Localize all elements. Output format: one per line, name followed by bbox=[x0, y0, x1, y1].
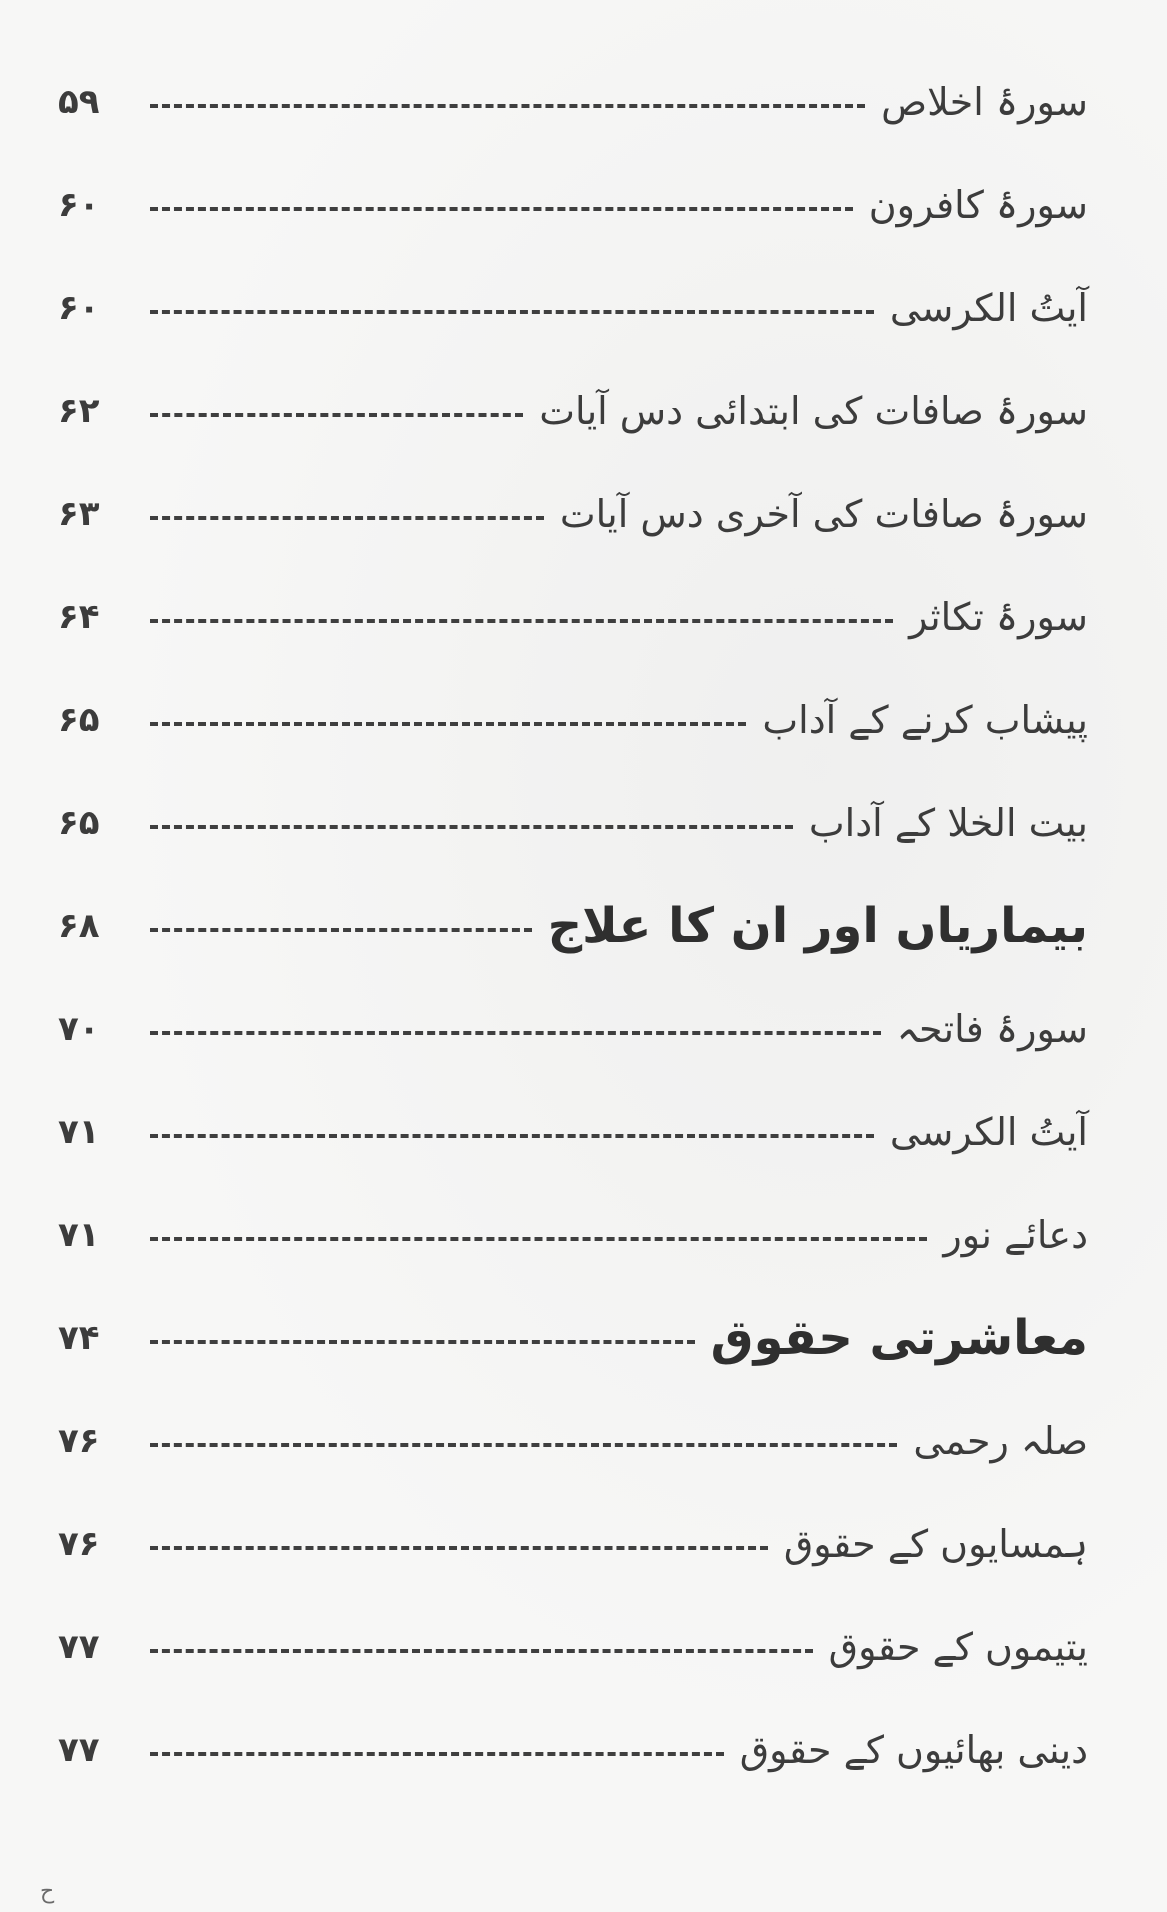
toc-entry-title: یتیموں کے حقوق bbox=[828, 1625, 1088, 1669]
toc-entry-title: ہمسایوں کے حقوق bbox=[783, 1522, 1088, 1566]
dotted-leader bbox=[150, 1546, 768, 1550]
toc-entry-title: سورۂ فاتحہ bbox=[896, 1007, 1088, 1051]
toc-entry-title: دینی بھائیوں کے حقوق bbox=[739, 1728, 1088, 1772]
toc-entry-title: سورۂ کافرون bbox=[868, 183, 1088, 227]
toc-entry-title: سورۂ تکاثر bbox=[909, 595, 1088, 639]
dotted-leader bbox=[150, 722, 746, 726]
toc-entry-title: سورۂ صافات کی آخری دس آیات bbox=[559, 492, 1088, 536]
dotted-leader bbox=[150, 1031, 881, 1035]
toc-entry bbox=[58, 1406, 1088, 1476]
toc-entry bbox=[58, 994, 1088, 1064]
toc-entry-title: بیت الخلا کے آداب bbox=[808, 801, 1088, 845]
dotted-leader bbox=[150, 413, 523, 417]
toc-entry-page-number: ۶۸ bbox=[58, 906, 100, 946]
toc-entry-page-number: ۶۲ bbox=[58, 391, 100, 431]
toc-section-heading bbox=[58, 1303, 1088, 1373]
toc-section-title: بیماریاں اور ان کا علاج bbox=[547, 898, 1088, 954]
dotted-leader bbox=[150, 928, 532, 932]
dotted-leader bbox=[150, 1649, 813, 1653]
toc-entry bbox=[58, 1612, 1088, 1682]
toc-entry bbox=[58, 273, 1088, 343]
toc-entry-page-number: ۷۶ bbox=[58, 1524, 100, 1564]
toc-entry-page-number: ۶۰ bbox=[58, 288, 100, 328]
toc-entry-title: پیشاب کرنے کے آداب bbox=[762, 698, 1088, 742]
toc-entry-page-number: ۶۳ bbox=[58, 494, 100, 534]
toc-entry-title: دعائے نور bbox=[943, 1213, 1088, 1257]
toc-entry-title: سورۂ اخلاص bbox=[881, 80, 1088, 124]
toc-entry-page-number: ۷۱ bbox=[58, 1112, 100, 1152]
toc-entry-title: آیتُ الکرسی bbox=[889, 286, 1088, 330]
toc-entry-page-number: ۶۰ bbox=[58, 185, 100, 225]
toc-entry bbox=[58, 1200, 1088, 1270]
toc-entry-page-number: ۷۱ bbox=[58, 1215, 100, 1255]
toc-section-heading bbox=[58, 891, 1088, 961]
toc-entry-page-number: ۵۹ bbox=[58, 82, 100, 122]
toc-entry-page-number: ۷۶ bbox=[58, 1421, 100, 1461]
toc-entry-page-number: ۶۵ bbox=[58, 700, 100, 740]
toc-entry-page-number: ۶۴ bbox=[58, 597, 100, 637]
dotted-leader bbox=[150, 825, 793, 829]
toc-entry bbox=[58, 1715, 1088, 1785]
dotted-leader bbox=[150, 310, 874, 314]
dotted-leader bbox=[150, 1752, 724, 1756]
dotted-leader bbox=[150, 1340, 695, 1344]
dotted-leader bbox=[150, 1443, 897, 1447]
dotted-leader bbox=[150, 516, 544, 520]
toc-entry bbox=[58, 1509, 1088, 1579]
page-corner-mark: ح bbox=[40, 1879, 55, 1904]
dotted-leader bbox=[150, 619, 893, 623]
toc-entry-page-number: ۷۷ bbox=[58, 1627, 100, 1667]
toc-entry-page-number: ۶۵ bbox=[58, 803, 100, 843]
toc-section-title: معاشرتی حقوق bbox=[710, 1310, 1088, 1366]
toc-entry-page-number: ۷۴ bbox=[58, 1318, 100, 1358]
toc-entry-page-number: ۷۷ bbox=[58, 1730, 100, 1770]
toc-entry bbox=[58, 376, 1088, 446]
dotted-leader bbox=[150, 1237, 927, 1241]
dotted-leader bbox=[150, 207, 853, 211]
toc-entry bbox=[58, 582, 1088, 652]
dotted-leader bbox=[150, 1134, 874, 1138]
toc-entry bbox=[58, 170, 1088, 240]
toc-entry bbox=[58, 1097, 1088, 1167]
toc-entry bbox=[58, 67, 1088, 137]
toc-entry-page-number: ۷۰ bbox=[58, 1009, 100, 1049]
toc-entry-title: صلہ رحمی bbox=[913, 1419, 1088, 1463]
toc-entry-title: آیتُ الکرسی bbox=[889, 1110, 1088, 1154]
toc-entry bbox=[58, 685, 1088, 755]
dotted-leader bbox=[150, 104, 865, 108]
toc-entry bbox=[58, 788, 1088, 858]
toc-entry-title: سورۂ صافات کی ابتدائی دس آیات bbox=[539, 389, 1088, 433]
toc-entry bbox=[58, 479, 1088, 549]
